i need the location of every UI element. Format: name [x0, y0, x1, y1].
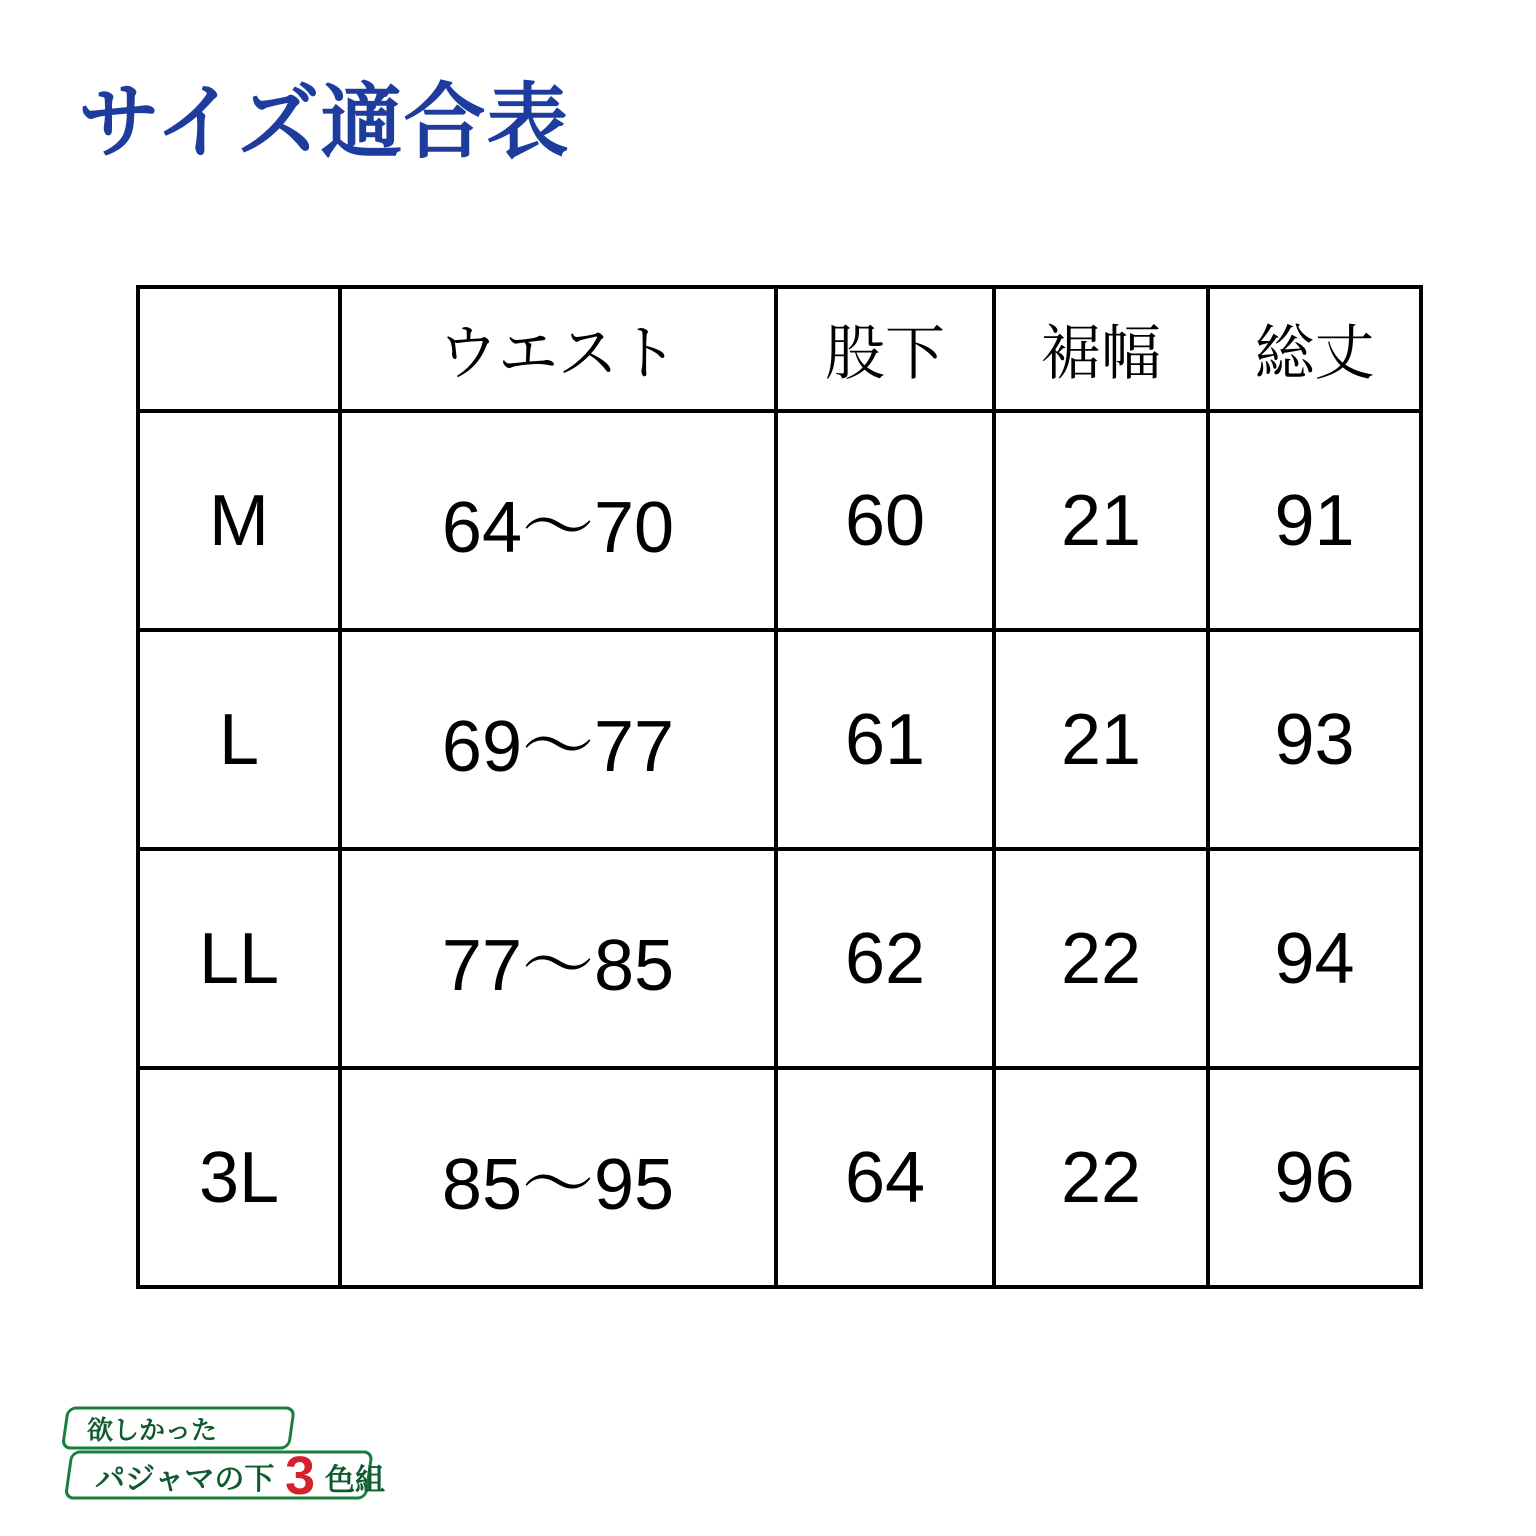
size-table [136, 285, 1423, 1289]
brand-logo-line1: 欲しかった [87, 1415, 218, 1445]
cell-inseam: 62 [776, 849, 994, 1068]
table-body [138, 411, 1421, 1287]
table-row [138, 630, 1421, 849]
cell-size: L [138, 630, 340, 849]
brand-logo-line2: パジャマの下 [95, 1463, 275, 1496]
cell-total: 91 [1208, 411, 1421, 630]
cell-total: 94 [1208, 849, 1421, 1068]
column-header-waist: ウエスト [340, 287, 776, 411]
cell-size: M [138, 411, 340, 630]
cell-hem: 22 [994, 849, 1208, 1068]
cell-hem: 22 [994, 1068, 1208, 1287]
cell-hem: 21 [994, 630, 1208, 849]
brand-logo-number: 3 [285, 1446, 316, 1506]
cell-size: LL [138, 849, 340, 1068]
brand-logo-suffix: 色組 [325, 1464, 385, 1497]
cell-hem: 21 [994, 411, 1208, 630]
page-title: サイズ適合表 [78, 77, 570, 168]
cell-waist: 69〜77 [340, 630, 776, 849]
table-row [138, 1068, 1421, 1287]
cell-inseam: 64 [776, 1068, 994, 1287]
column-header-total: 総丈 [1208, 287, 1421, 411]
column-header-hem: 裾幅 [994, 287, 1208, 411]
cell-size: 3L [138, 1068, 340, 1287]
table-header [138, 287, 1421, 411]
table-header-row [138, 287, 1421, 411]
brand-logo-graphic [47, 1402, 437, 1507]
column-header-size [138, 287, 340, 411]
column-header-inseam: 股下 [776, 287, 994, 411]
cell-total: 96 [1208, 1068, 1421, 1287]
cell-waist: 85〜95 [340, 1068, 776, 1287]
cell-waist: 64〜70 [340, 411, 776, 630]
cell-inseam: 60 [776, 411, 994, 630]
cell-total: 93 [1208, 630, 1421, 849]
cell-waist: 77〜85 [340, 849, 776, 1068]
table-row [138, 849, 1421, 1068]
cell-inseam: 61 [776, 630, 994, 849]
brand-logo [47, 1402, 437, 1507]
table-row [138, 411, 1421, 630]
